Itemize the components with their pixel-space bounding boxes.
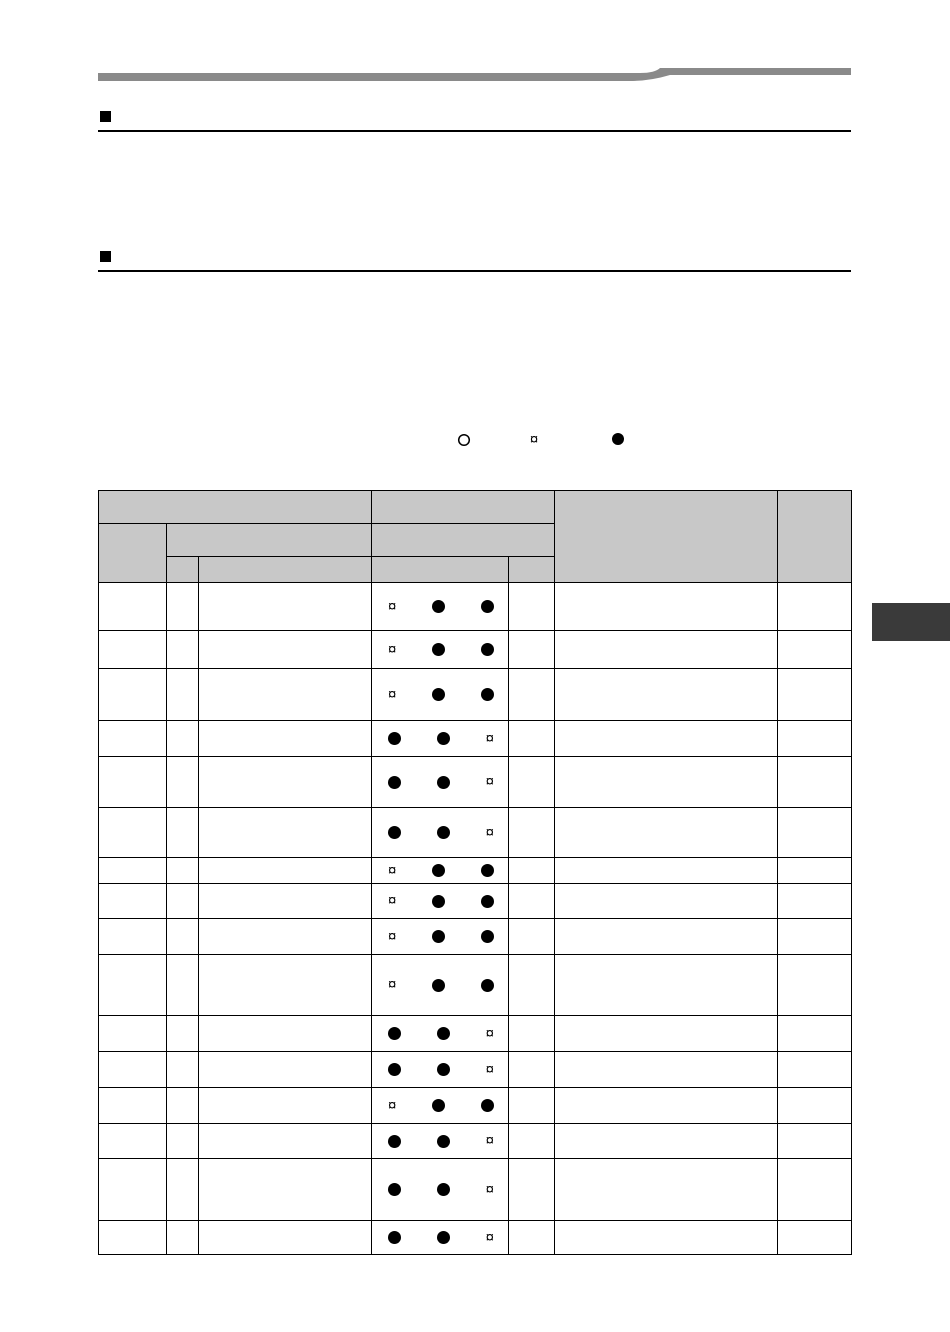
table-cell <box>199 721 372 757</box>
table-cell <box>778 1221 852 1255</box>
currency-sign-icon: ¤ <box>485 729 495 747</box>
table-cell <box>167 858 199 884</box>
filled-circle-icon <box>481 1099 494 1112</box>
table-cell <box>555 808 778 858</box>
filled-circle-icon <box>432 930 445 943</box>
filled-circle-icon <box>432 895 445 908</box>
table-row <box>99 955 852 1016</box>
status-symbols-cell <box>372 583 509 631</box>
filled-circle-icon <box>437 1063 450 1076</box>
filled-circle-icon <box>388 1135 401 1148</box>
filled-circle-icon <box>437 1183 450 1196</box>
table-cell <box>778 757 852 808</box>
table-cell <box>509 721 555 757</box>
table-cell <box>199 1159 372 1221</box>
table-cell <box>509 1088 555 1124</box>
table-cell <box>199 669 372 721</box>
status-symbols-cell <box>372 884 509 919</box>
table-cell <box>778 669 852 721</box>
currency-sign-icon: ¤ <box>485 1060 495 1078</box>
table-cell <box>199 1221 372 1255</box>
filled-circle-icon <box>432 600 445 613</box>
table-cell <box>199 1088 372 1124</box>
table-cell <box>199 1052 372 1088</box>
table-cell <box>99 955 167 1016</box>
table-row <box>99 884 852 919</box>
status-symbols-cell <box>372 1221 509 1255</box>
table-row <box>99 919 852 955</box>
status-symbols-cell <box>372 808 509 858</box>
table-cell <box>167 1016 199 1052</box>
header-cell <box>99 524 167 583</box>
currency-sign-icon: ¤ <box>485 1180 495 1198</box>
filled-circle-icon <box>481 979 494 992</box>
table-cell <box>199 884 372 919</box>
table-cell <box>167 721 199 757</box>
table-cell <box>555 858 778 884</box>
header-decor-bar <box>0 0 950 90</box>
table-cell <box>99 1124 167 1159</box>
table-row <box>99 757 852 808</box>
table-cell <box>167 955 199 1016</box>
header-cell <box>167 557 199 583</box>
status-symbols-cell <box>372 919 509 955</box>
status-symbols-cell <box>372 631 509 669</box>
currency-sign-icon: ¤ <box>388 861 397 879</box>
filled-circle-icon <box>437 732 450 745</box>
status-symbols-cell <box>372 1124 509 1159</box>
table-cell <box>778 631 852 669</box>
table-cell <box>778 919 852 955</box>
table-cell <box>555 1052 778 1088</box>
filled-circle-icon <box>432 1099 445 1112</box>
status-symbols-cell <box>372 757 509 808</box>
filled-circle-icon <box>481 688 494 701</box>
table-cell <box>555 1159 778 1221</box>
table-cell <box>99 1016 167 1052</box>
status-symbols-cell <box>372 1052 509 1088</box>
table-cell <box>555 1016 778 1052</box>
filled-circle-icon <box>388 1231 401 1244</box>
table-cell <box>167 669 199 721</box>
filled-circle-icon <box>437 826 450 839</box>
header-cell <box>555 491 778 583</box>
filled-circle-icon <box>481 895 494 908</box>
table-row <box>99 1052 852 1088</box>
table-cell <box>555 757 778 808</box>
table-row <box>99 1124 852 1159</box>
table-cell <box>778 1016 852 1052</box>
table-cell <box>778 721 852 757</box>
table-cell <box>199 631 372 669</box>
table-cell <box>509 955 555 1016</box>
table-cell <box>99 808 167 858</box>
filled-circle-icon <box>437 1231 450 1244</box>
header-cell <box>167 524 372 557</box>
table-row <box>99 631 852 669</box>
table-cell <box>509 757 555 808</box>
filled-circle-icon <box>481 643 494 656</box>
table-row <box>99 721 852 757</box>
filled-circle-icon <box>388 1063 401 1076</box>
table-cell <box>555 583 778 631</box>
table-cell <box>99 757 167 808</box>
table-cell <box>99 721 167 757</box>
filled-circle-icon <box>432 688 445 701</box>
table-cell <box>99 858 167 884</box>
table-cell <box>99 884 167 919</box>
table-cell <box>778 808 852 858</box>
table-cell <box>199 583 372 631</box>
table-cell <box>509 1052 555 1088</box>
table-cell <box>555 1088 778 1124</box>
table-cell <box>555 884 778 919</box>
filled-circle-icon <box>388 1027 401 1040</box>
table-cell <box>99 583 167 631</box>
table-cell <box>778 1124 852 1159</box>
currency-sign-icon <box>527 431 541 452</box>
table-row <box>99 1016 852 1052</box>
status-symbols-cell <box>372 858 509 884</box>
table-cell <box>555 669 778 721</box>
table-cell <box>509 808 555 858</box>
status-symbols-cell <box>372 669 509 721</box>
table-row <box>99 1159 852 1221</box>
table-cell <box>99 631 167 669</box>
table-cell <box>99 1088 167 1124</box>
table-cell <box>778 1052 852 1088</box>
table-row <box>99 669 852 721</box>
open-circle-icon <box>457 433 471 452</box>
table-cell <box>778 884 852 919</box>
table-cell <box>555 919 778 955</box>
header-cell <box>509 557 555 583</box>
table-cell <box>509 1124 555 1159</box>
table-cell <box>167 631 199 669</box>
table-cell <box>99 919 167 955</box>
table-cell <box>509 1016 555 1052</box>
filled-circle-icon <box>437 1027 450 1040</box>
currency-sign-icon: ¤ <box>388 927 397 945</box>
filled-circle-icon <box>432 864 445 877</box>
table-cell <box>555 1221 778 1255</box>
table-cell <box>199 1124 372 1159</box>
currency-sign-icon: ¤ <box>388 976 397 993</box>
table-cell <box>99 1159 167 1221</box>
table-cell <box>199 955 372 1016</box>
table-cell <box>509 631 555 669</box>
header-cell <box>99 491 372 524</box>
status-symbols-cell <box>372 1159 509 1221</box>
currency-sign-icon: ¤ <box>485 1132 495 1149</box>
table-row <box>99 1088 852 1124</box>
table-cell <box>167 1221 199 1255</box>
currency-sign-icon: ¤ <box>485 1024 495 1042</box>
filled-circle-icon <box>611 432 625 451</box>
table-cell <box>778 583 852 631</box>
table-cell <box>167 884 199 919</box>
status-table <box>98 490 852 1255</box>
table-cell <box>99 1221 167 1255</box>
table-cell <box>199 808 372 858</box>
section-heading-2 <box>98 248 851 272</box>
filled-circle-icon <box>388 826 401 839</box>
filled-circle-icon <box>481 600 494 613</box>
table-cell <box>509 884 555 919</box>
table-cell <box>99 669 167 721</box>
status-symbols-cell <box>372 1016 509 1052</box>
currency-sign-icon: ¤ <box>388 597 397 615</box>
filled-circle-icon <box>388 732 401 745</box>
table-cell <box>778 1088 852 1124</box>
filled-circle-icon <box>437 1135 450 1148</box>
filled-circle-icon <box>437 776 450 789</box>
table-cell <box>167 919 199 955</box>
table-cell <box>555 631 778 669</box>
table-cell <box>509 583 555 631</box>
bullet-square-icon <box>100 251 111 262</box>
table-cell <box>199 919 372 955</box>
table-cell <box>167 1088 199 1124</box>
table-cell <box>167 808 199 858</box>
table-cell <box>509 669 555 721</box>
status-symbols-cell <box>372 955 509 1016</box>
table-cell <box>555 955 778 1016</box>
filled-circle-icon <box>432 979 445 992</box>
header-cell <box>372 491 555 524</box>
currency-sign-icon: ¤ <box>388 685 397 703</box>
table-cell <box>167 1124 199 1159</box>
table-cell <box>167 1052 199 1088</box>
currency-sign-icon: ¤ <box>388 1096 397 1114</box>
symbol-legend <box>0 430 950 450</box>
header-cell <box>199 557 372 583</box>
header-cell <box>372 557 509 583</box>
table-cell <box>778 1159 852 1221</box>
svg-text:¤: ¤ <box>529 431 539 447</box>
status-symbols-cell <box>372 1088 509 1124</box>
table-cell <box>509 919 555 955</box>
filled-circle-icon <box>432 643 445 656</box>
chapter-tab <box>872 603 950 641</box>
currency-sign-icon: ¤ <box>388 640 397 658</box>
currency-sign-icon: ¤ <box>485 773 495 790</box>
table-row <box>99 1221 852 1255</box>
table-cell <box>778 858 852 884</box>
table-cell <box>509 1159 555 1221</box>
table-cell <box>509 858 555 884</box>
table-cell <box>99 1052 167 1088</box>
currency-sign-icon: ¤ <box>485 1228 495 1246</box>
filled-circle-icon <box>481 930 494 943</box>
table-cell <box>167 1159 199 1221</box>
currency-sign-icon: ¤ <box>485 823 495 841</box>
table-cell <box>778 955 852 1016</box>
filled-circle-icon <box>481 864 494 877</box>
header-cell <box>372 524 555 557</box>
bullet-square-icon <box>100 111 111 122</box>
table-row <box>99 583 852 631</box>
table-row <box>99 858 852 884</box>
filled-circle-icon <box>388 1183 401 1196</box>
header-cell <box>778 491 852 583</box>
table-cell <box>167 757 199 808</box>
status-symbols-cell <box>372 721 509 757</box>
table-cell <box>199 858 372 884</box>
section-heading-1 <box>98 108 851 132</box>
table-cell <box>555 1124 778 1159</box>
currency-sign-icon: ¤ <box>388 892 397 909</box>
table-cell <box>199 757 372 808</box>
filled-circle-icon <box>388 776 401 789</box>
table-cell <box>555 721 778 757</box>
table-cell <box>167 583 199 631</box>
table-cell <box>199 1016 372 1052</box>
table-cell <box>509 1221 555 1255</box>
table-row <box>99 808 852 858</box>
